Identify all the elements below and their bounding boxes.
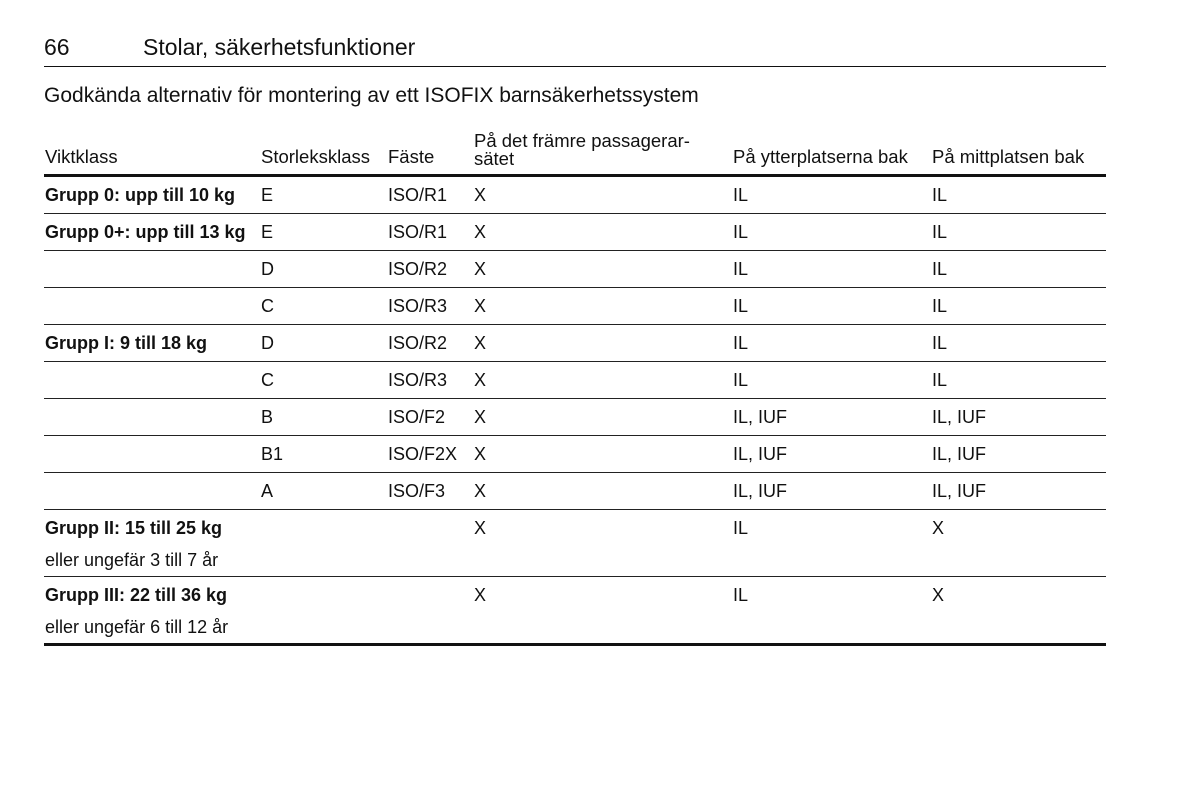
column-header-front-seat (474, 132, 734, 168)
size-class-cell: B1 (261, 444, 284, 464)
front-seat-cell: X (474, 185, 487, 205)
table-row (44, 577, 1106, 646)
table-row (44, 325, 1106, 362)
column-header-front-seat-line-1: På det främre passagerar- (474, 130, 690, 151)
column-header-size-class: Storleksklass (261, 146, 370, 167)
fixture-cell: ISO/R1 (388, 222, 448, 242)
outer-rear-cell: IL (733, 296, 749, 316)
table-row (44, 399, 1106, 436)
fixture-cell: ISO/F3 (388, 481, 446, 501)
weight-class-cell: Grupp I: 9 till 18 kg (45, 333, 208, 353)
front-seat-cell: X (474, 481, 487, 501)
front-seat-cell: X (474, 370, 487, 390)
fixture-cell: ISO/R2 (388, 259, 448, 279)
weight-age-note: eller ungefär 6 till 12 år (45, 617, 229, 637)
size-class-cell: C (261, 370, 274, 390)
table-row (44, 510, 1106, 577)
table-row (44, 177, 1106, 214)
table-row (44, 251, 1106, 288)
column-header-fixture: Fäste (388, 146, 435, 167)
front-seat-cell: X (474, 296, 487, 316)
middle-rear-cell: IL (932, 370, 948, 390)
table-row (44, 362, 1106, 399)
fixture-cell: ISO/R2 (388, 333, 448, 353)
table-row (44, 214, 1106, 251)
outer-rear-cell: IL (733, 185, 749, 205)
page-number: 66 (44, 34, 70, 60)
middle-rear-cell: IL (932, 259, 948, 279)
middle-rear-cell: IL (932, 185, 948, 205)
column-header-weight-class: Viktklass (45, 146, 118, 167)
chapter-title: Stolar, säkerhetsfunktioner (143, 34, 416, 60)
middle-rear-cell: IL (932, 333, 948, 353)
fixture-cell: ISO/R3 (388, 370, 448, 390)
table-row (44, 473, 1106, 510)
outer-rear-cell: IL (733, 585, 749, 605)
weight-age-note: eller ungefär 3 till 7 år (45, 550, 219, 570)
fixture-cell: ISO/F2X (388, 444, 458, 464)
outer-rear-cell: IL (733, 222, 749, 242)
fixture-cell: ISO/R1 (388, 185, 448, 205)
front-seat-cell: X (474, 333, 487, 353)
front-seat-cell: X (474, 222, 487, 242)
middle-rear-cell: IL, IUF (932, 407, 987, 427)
table-row (44, 288, 1106, 325)
front-seat-cell: X (474, 444, 487, 464)
outer-rear-cell: IL, IUF (733, 444, 788, 464)
outer-rear-cell: IL (733, 259, 749, 279)
outer-rear-cell: IL (733, 370, 749, 390)
size-class-cell: A (261, 481, 274, 501)
weight-class-cell: Grupp 0: upp till 10 kg (45, 185, 236, 205)
section-title: Godkända alternativ för montering av ett ISOFIX barnsäkerhetssystem (44, 84, 699, 107)
size-class-cell: E (261, 222, 274, 242)
middle-rear-cell: IL, IUF (932, 481, 987, 501)
size-class-cell: D (261, 259, 274, 279)
table-row (44, 436, 1106, 473)
fixture-cell: ISO/R3 (388, 296, 448, 316)
middle-rear-cell: X (932, 518, 945, 538)
middle-rear-cell: IL (932, 296, 948, 316)
outer-rear-cell: IL (733, 333, 749, 353)
column-header-outer-rear: På ytterplatserna bak (733, 146, 908, 167)
size-class-cell: E (261, 185, 274, 205)
page-header (44, 34, 1106, 67)
size-class-cell: D (261, 333, 274, 353)
outer-rear-cell: IL, IUF (733, 407, 788, 427)
outer-rear-cell: IL (733, 518, 749, 538)
size-class-cell: C (261, 296, 274, 316)
isofix-table (44, 126, 1106, 646)
front-seat-cell: X (474, 259, 487, 279)
middle-rear-cell: IL (932, 222, 948, 242)
fixture-cell: ISO/F2 (388, 407, 446, 427)
middle-rear-cell: X (932, 585, 945, 605)
weight-class-cell: Grupp II: 15 till 25 kg (45, 518, 223, 538)
outer-rear-cell: IL, IUF (733, 481, 788, 501)
middle-rear-cell: IL, IUF (932, 444, 987, 464)
table-header (44, 126, 1106, 177)
column-header-front-seat-line-2: sätet (474, 148, 515, 169)
front-seat-cell: X (474, 407, 487, 427)
column-header-middle-rear: På mittplatsen bak (932, 146, 1085, 167)
weight-class-cell: Grupp III: 22 till 36 kg (45, 585, 228, 605)
front-seat-cell: X (474, 585, 487, 605)
weight-class-cell: Grupp 0+: upp till 13 kg (45, 222, 246, 242)
front-seat-cell: X (474, 518, 487, 538)
size-class-cell: B (261, 407, 274, 427)
